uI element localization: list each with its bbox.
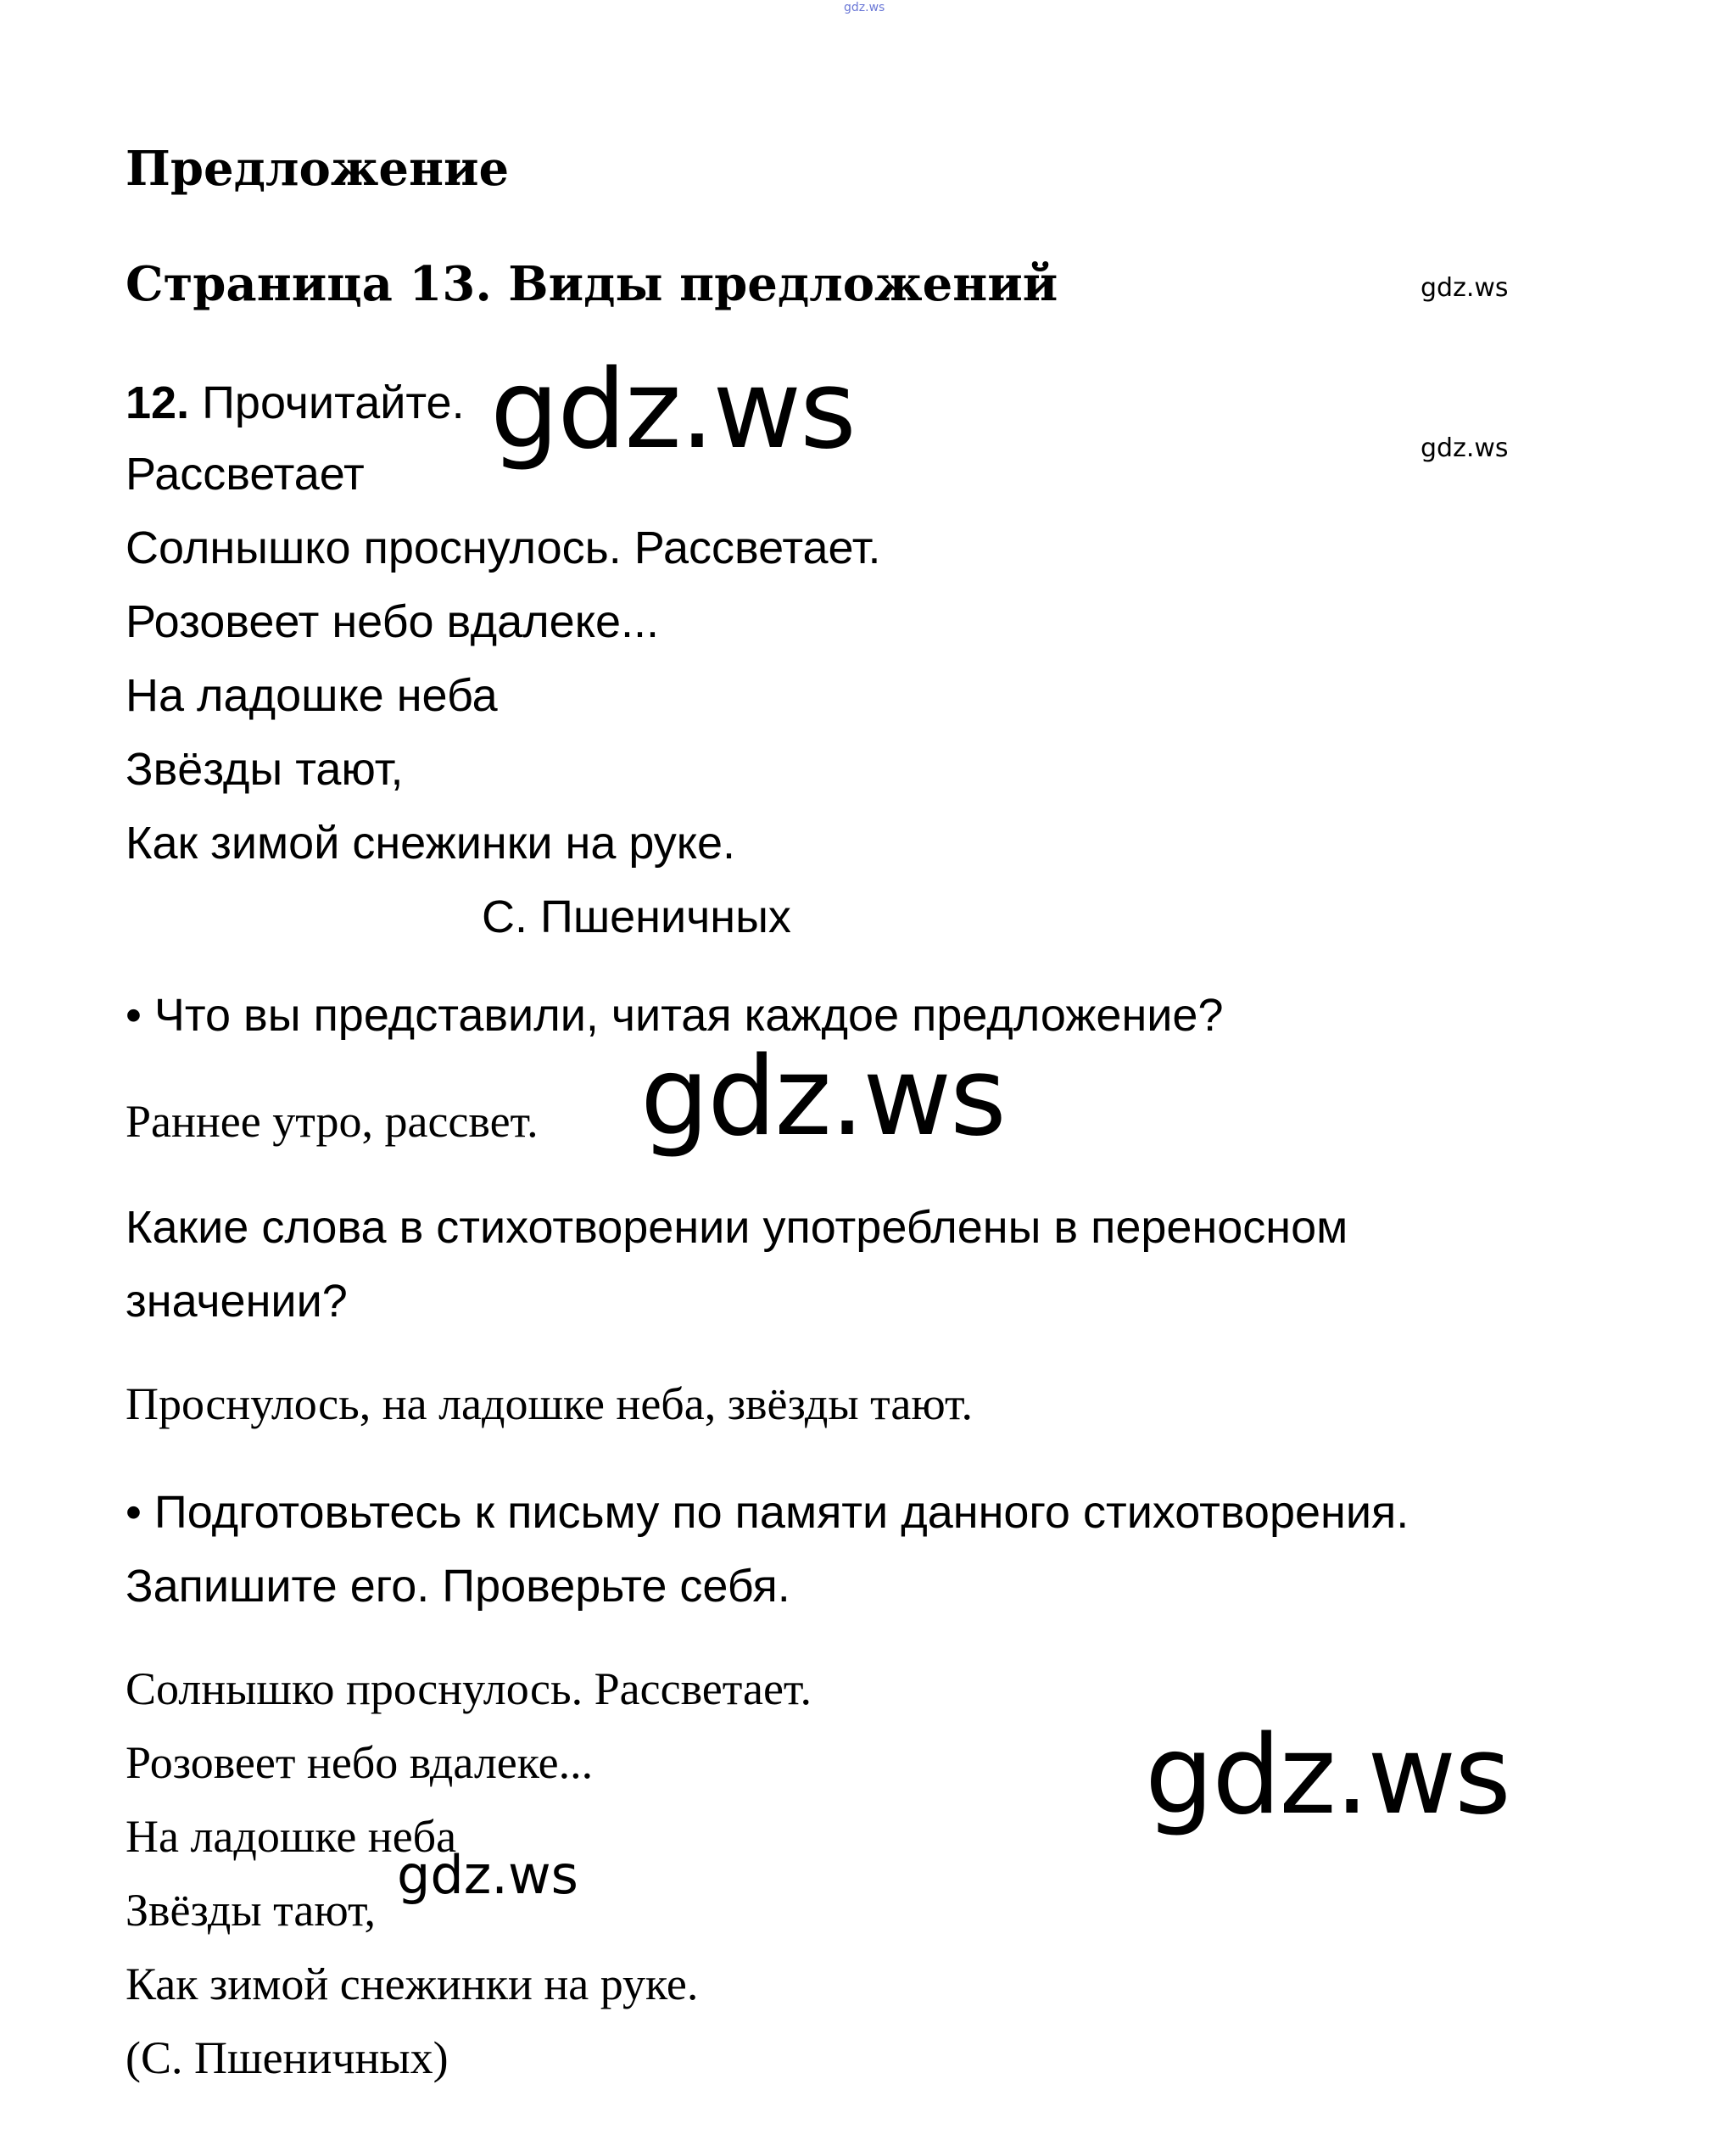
question-3-line-1: • Подготовьтесь к письму по памяти данного стихотворения. — [126, 1487, 1409, 1538]
answer-poem-author: (С. Пшеничных) — [126, 2032, 449, 2083]
poem-line: Как зимой снежинки на руке. — [126, 818, 736, 869]
watermark-big-3: gdz.ws — [1145, 1713, 1510, 1839]
poem-line: Солнышко проснулось. Рассветает. — [126, 522, 881, 573]
answer-2: Проснулось, на ладошке неба, звёзды тают. — [126, 1378, 974, 1429]
page-title: Страница 13. Виды предложений — [126, 256, 1058, 312]
answer-1: Раннее утро, рассвет. — [126, 1096, 539, 1147]
watermark-big-1: gdz.ws — [490, 347, 855, 473]
watermark-right-1: gdz.ws — [1421, 273, 1509, 303]
question-1: • Что вы представили, читая каждое предложение? — [126, 990, 1224, 1041]
exercise-header — [126, 377, 465, 428]
watermark-right-2: gdz.ws — [1421, 433, 1509, 463]
exercise-instruction: Прочитайте. — [202, 377, 465, 428]
watermark-top: gdz.ws — [844, 1, 885, 14]
poem-line: Розовеет небо вдалеке... — [126, 596, 659, 647]
answer-poem-line: Розовеет небо вдалеке... — [126, 1737, 594, 1788]
answer-poem-line: На ладошке неба — [126, 1811, 457, 1862]
exercise-number: 12. — [126, 377, 190, 428]
section-title: Предложение — [126, 141, 510, 197]
watermark-big-2: gdz.ws — [640, 1034, 1005, 1160]
poem-line: На ладошке неба — [126, 670, 498, 721]
question-2-line-1: Какие слова в стихотворении употреблены в переносном — [126, 1202, 1348, 1253]
question-3-line-2: Запишите его. Проверьте себя. — [126, 1561, 790, 1612]
poem-title: Рассветает — [126, 449, 365, 500]
answer-poem-line: Как зимой снежинки на руке. — [126, 1959, 699, 2009]
answer-poem-line: Звёзды тают, — [126, 1885, 377, 1936]
poem-line: Звёзды тают, — [126, 744, 404, 795]
question-2-line-2: значении? — [126, 1276, 348, 1327]
answer-poem-line: Солнышко проснулось. Рассветает. — [126, 1663, 812, 1714]
watermark-mid: gdz.ws — [397, 1844, 578, 1906]
poem-author: С. Пшеничных — [482, 891, 791, 942]
